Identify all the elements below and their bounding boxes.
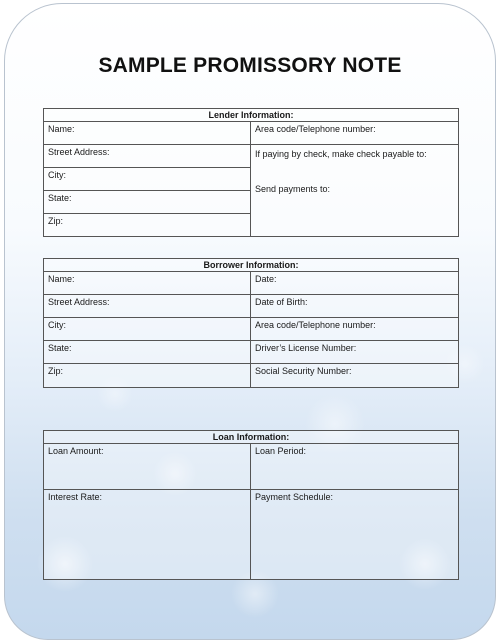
lender-state-field[interactable]: State: <box>44 191 250 214</box>
borrower-date-field[interactable]: Date: <box>251 272 458 295</box>
loan-information-table <box>43 430 459 580</box>
borrower-ssn-field[interactable]: Social Security Number: <box>255 366 352 376</box>
payment-schedule-field[interactable]: Payment Schedule: <box>255 492 334 502</box>
loan-period-field[interactable]: Loan Period: <box>251 444 458 490</box>
lender-zip-field[interactable]: Zip: <box>48 216 64 226</box>
lender-check-payable-field[interactable]: If paying by check, make check payable to: <box>255 149 427 159</box>
loan-information-header: Loan Information: <box>44 431 458 444</box>
lender-street-address-field[interactable]: Street Address: <box>44 145 250 168</box>
borrower-street-address-field[interactable]: Street Address: <box>44 295 250 318</box>
borrower-drivers-license-field[interactable]: Driver’s License Number: <box>251 341 458 364</box>
lender-send-payments-field[interactable]: Send payments to: <box>255 184 331 194</box>
borrower-state-field[interactable]: State: <box>44 341 250 364</box>
lender-information-header: Lender Information: <box>44 109 458 122</box>
borrower-name-field[interactable]: Name: <box>44 272 250 295</box>
lender-name-field[interactable]: Name: <box>44 122 250 145</box>
borrower-date-of-birth-field[interactable]: Date of Birth: <box>251 295 458 318</box>
borrower-information-table <box>43 258 459 388</box>
interest-rate-field[interactable]: Interest Rate: <box>48 492 103 502</box>
borrower-zip-field[interactable]: Zip: <box>48 366 64 376</box>
lender-information-table <box>43 108 459 237</box>
form-page <box>4 3 496 640</box>
page-title: SAMPLE PROMISSORY NOTE <box>98 54 402 77</box>
borrower-information-header: Borrower Information: <box>44 259 458 272</box>
lender-city-field[interactable]: City: <box>44 168 250 191</box>
borrower-telephone-field[interactable]: Area code/Telephone number: <box>251 318 458 341</box>
loan-amount-field[interactable]: Loan Amount: <box>44 444 250 490</box>
lender-telephone-field[interactable]: Area code/Telephone number: <box>251 122 458 145</box>
borrower-city-field[interactable]: City: <box>44 318 250 341</box>
